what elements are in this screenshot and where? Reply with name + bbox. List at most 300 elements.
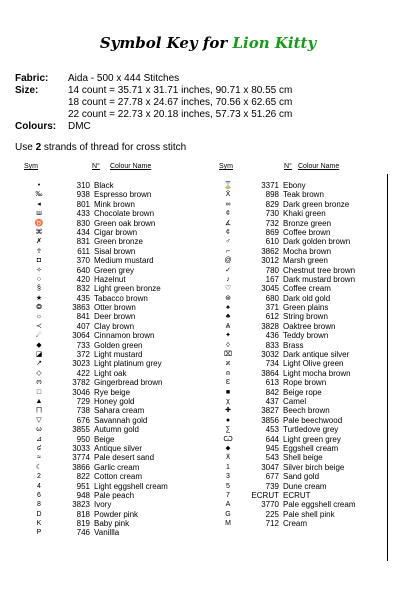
- dmc-number: 842: [265, 387, 279, 397]
- colour-name: Otter brown: [94, 303, 136, 313]
- key-row: [30, 472, 168, 481]
- key-row: [30, 406, 168, 415]
- size-label: Size:: [15, 85, 39, 96]
- dmc-number: 732: [265, 218, 279, 228]
- key-row: [219, 181, 355, 190]
- size-18: 18 count = 27.78 x 24.67 inches, 70.56 x 62.65 cm: [68, 97, 293, 108]
- key-row: [219, 435, 355, 444]
- right-divider: [387, 174, 388, 561]
- dmc-number: 3012: [261, 256, 279, 266]
- key-row: [219, 331, 355, 340]
- colour-name: Sahara cream: [94, 406, 145, 416]
- colour-name: Teddy brown: [283, 331, 329, 341]
- symbol-glyph: ◊: [226, 341, 230, 349]
- symbol-glyph: ◘: [36, 257, 42, 265]
- colour-name: Camel: [283, 396, 307, 406]
- symbol-glyph: □: [36, 388, 42, 396]
- key-row: [30, 510, 168, 519]
- key-row: [219, 303, 355, 312]
- colour-name: Pale eggshell cream: [283, 500, 356, 510]
- colour-name: Rye beige: [94, 387, 131, 397]
- dmc-number: 951: [76, 481, 90, 491]
- page-title: [0, 34, 416, 52]
- colour-name: Pale peach: [94, 490, 135, 500]
- symbol-glyph: ∡: [224, 219, 232, 227]
- colour-name: Honey gold: [94, 396, 135, 406]
- symbol-glyph: ▽: [36, 416, 42, 424]
- key-row: [30, 181, 168, 190]
- colour-name: Green oak brown: [94, 218, 156, 228]
- key-row: [219, 200, 355, 209]
- colours-label: Colours:: [15, 121, 57, 132]
- dmc-number: 841: [76, 312, 90, 322]
- colour-name: Cinnamon brown: [94, 331, 155, 341]
- dmc-number: 677: [265, 472, 279, 482]
- key-row: [219, 219, 355, 228]
- colour-name: Rope brown: [283, 378, 327, 388]
- colour-name: Pale desert sand: [94, 453, 155, 463]
- colour-name: Light green bronze: [94, 284, 161, 294]
- key-row: [30, 331, 168, 340]
- symbol-table-left: [30, 181, 168, 538]
- dmc-number: 729: [76, 396, 90, 406]
- dmc-number: 832: [76, 284, 90, 294]
- size-22: 22 count = 22.73 x 20.18 inches, 57.73 x 51.26 cm: [68, 109, 293, 120]
- symbol-glyph: ↗: [36, 360, 42, 368]
- dmc-number: 3827: [261, 406, 279, 416]
- dmc-number: 780: [265, 265, 279, 275]
- dmc-number: 371: [265, 303, 279, 313]
- colour-name: Dark golden brown: [283, 237, 351, 247]
- dmc-number: 435: [76, 293, 90, 303]
- symbol-glyph: ✗: [36, 238, 42, 246]
- symbol-glyph: ■: [225, 388, 231, 396]
- key-row: [30, 528, 168, 537]
- symbol-glyph: ш: [36, 210, 42, 218]
- key-row: [30, 247, 168, 256]
- colour-name: Dark old gold: [283, 293, 331, 303]
- colour-name: Cigar brown: [94, 227, 138, 237]
- key-row: [30, 294, 168, 303]
- key-row: [219, 472, 355, 481]
- key-row: [30, 378, 168, 387]
- colour-name: Vanillla: [94, 528, 120, 538]
- colour-name: Marsh green: [283, 256, 328, 266]
- key-row: [30, 444, 168, 453]
- symbol-glyph: ¢: [226, 228, 230, 236]
- colour-name: Brass: [283, 340, 304, 350]
- dmc-number: 3866: [72, 462, 90, 472]
- colour-name: Mocha brown: [283, 246, 332, 256]
- colour-name: Medium mustard: [94, 256, 154, 266]
- colour-name: Garlic cream: [94, 462, 140, 472]
- key-row: [219, 463, 355, 472]
- colour-name: Chocolate brown: [94, 209, 155, 219]
- colour-name: Eggshell cream: [283, 443, 339, 453]
- header-sym-right: Sym: [219, 163, 233, 170]
- colour-name: Antique silver: [94, 443, 143, 453]
- dmc-number: 3864: [261, 368, 279, 378]
- colour-name: Light platinum grey: [94, 359, 162, 369]
- dmc-number: 3855: [72, 425, 90, 435]
- symbol-glyph: G: [225, 510, 231, 518]
- symbol-table-right: [219, 181, 355, 528]
- symbol-glyph: Ẍ: [225, 191, 231, 199]
- colour-name: Gingerbread brown: [94, 378, 163, 388]
- key-row: [219, 237, 355, 246]
- symbol-glyph: ◆: [36, 341, 42, 349]
- colour-name: Ebony: [283, 181, 306, 190]
- colour-name: Deer brown: [94, 312, 136, 322]
- key-row: [30, 284, 168, 293]
- dmc-number: 3047: [261, 462, 279, 472]
- dmc-number: 869: [265, 227, 279, 237]
- key-row: [219, 453, 355, 462]
- key-row: [30, 341, 168, 350]
- symbol-glyph: 8: [37, 501, 41, 509]
- dmc-number: 950: [76, 434, 90, 444]
- symbol-glyph: ◇: [36, 369, 42, 377]
- colour-name: Shell beige: [283, 453, 323, 463]
- title-pattern-name: Lion Kitty: [232, 34, 317, 52]
- symbol-glyph: 5: [226, 482, 230, 490]
- key-row: [219, 416, 355, 425]
- dmc-number: 310: [76, 181, 90, 190]
- dmc-number: 167: [265, 274, 279, 284]
- symbol-glyph: ♪: [226, 275, 230, 283]
- dmc-number: 434: [76, 227, 90, 237]
- dmc-number: 370: [76, 256, 90, 266]
- key-row: [219, 190, 355, 199]
- symbol-glyph: ♂: [225, 238, 231, 246]
- colour-name: Hazelnut: [94, 274, 126, 284]
- symbol-glyph: ≺: [36, 322, 42, 330]
- dmc-number: 3033: [72, 443, 90, 453]
- key-row: [219, 406, 355, 415]
- symbol-glyph: ♠: [226, 304, 230, 312]
- colour-name: Light oak: [94, 368, 127, 378]
- colour-name: Teak brown: [283, 190, 324, 200]
- symbol-glyph: D: [36, 510, 42, 518]
- colour-name: Espresso brown: [94, 190, 152, 200]
- dmc-number: 3828: [261, 321, 279, 331]
- symbol-glyph: 3: [226, 473, 230, 481]
- colour-name: Clay brown: [94, 321, 135, 331]
- dmc-number: 948: [76, 490, 90, 500]
- symbol-glyph: ω: [36, 426, 42, 434]
- symbol-glyph: ♣: [225, 313, 231, 321]
- dmc-number: 225: [265, 509, 279, 519]
- key-row: [30, 453, 168, 462]
- colour-name: Khaki green: [283, 209, 326, 219]
- symbol-glyph: ✦: [225, 332, 231, 340]
- colour-name: Coffee cream: [283, 284, 331, 294]
- colour-name: String brown: [283, 312, 328, 322]
- dmc-number: 3371: [261, 181, 279, 190]
- symbol-glyph: §: [37, 285, 41, 293]
- colour-name: Pale shell pink: [283, 509, 335, 519]
- symbol-glyph: K: [36, 520, 42, 528]
- symbol-glyph: ⊿: [36, 435, 42, 443]
- dmc-number: 453: [265, 425, 279, 435]
- symbol-glyph: ʛ: [37, 444, 41, 452]
- key-row: [219, 275, 355, 284]
- symbol-glyph: Ѡ: [223, 435, 233, 443]
- symbol-glyph: ⬥: [225, 444, 231, 452]
- colour-name: Bronze green: [283, 218, 332, 228]
- key-row: [219, 519, 355, 528]
- key-row: [219, 425, 355, 434]
- dmc-number: 822: [76, 472, 90, 482]
- dmc-number: 407: [76, 321, 90, 331]
- key-row: [30, 266, 168, 275]
- dmc-number: 612: [265, 312, 279, 322]
- colour-name: Golden green: [94, 340, 143, 350]
- key-row: [30, 350, 168, 359]
- dmc-number: 3023: [72, 359, 90, 369]
- size-14: 14 count = 35.71 x 31.71 inches, 90.71 x 80.55 cm: [68, 85, 293, 96]
- dmc-number: 3856: [261, 415, 279, 425]
- dmc-number: 3774: [72, 453, 90, 463]
- dmc-number: 819: [76, 519, 90, 529]
- dmc-number: 831: [76, 237, 90, 247]
- symbol-glyph: ♡: [224, 285, 232, 293]
- symbol-glyph: P: [36, 529, 42, 537]
- symbol-glyph: ⍝: [225, 369, 231, 377]
- key-row: [219, 284, 355, 293]
- symbol-glyph: ✓: [225, 266, 231, 274]
- symbol-glyph: 2: [37, 473, 41, 481]
- symbol-glyph: •: [37, 182, 41, 189]
- colour-name: Sand gold: [283, 472, 320, 482]
- colour-name: Autumn gold: [94, 425, 139, 435]
- symbol-glyph: ♉: [34, 219, 44, 227]
- dmc-number: 680: [265, 293, 279, 303]
- dmc-number: 818: [76, 509, 90, 519]
- key-row: [219, 369, 355, 378]
- symbol-glyph: χ: [226, 397, 230, 405]
- key-row: [30, 312, 168, 321]
- colour-name: Silver birch beige: [283, 462, 345, 472]
- symbol-glyph: ☄: [35, 332, 43, 340]
- dmc-number: 830: [76, 218, 90, 228]
- key-row: [219, 256, 355, 265]
- dmc-number: 433: [76, 209, 90, 219]
- pattern-info: [15, 73, 292, 133]
- key-row: [30, 519, 168, 528]
- dmc-number: 610: [265, 237, 279, 247]
- dmc-number: 898: [265, 190, 279, 200]
- symbol-glyph: ⌐: [225, 247, 231, 255]
- colour-name: Pale beechwood: [283, 415, 343, 425]
- symbol-glyph: ☼: [35, 313, 43, 321]
- colour-name: Dark green bronze: [283, 199, 350, 209]
- symbol-glyph: ☥: [36, 247, 42, 255]
- colour-name: Light Olive green: [283, 359, 344, 369]
- dmc-number: 372: [76, 350, 90, 360]
- key-row: [219, 444, 355, 453]
- symbol-glyph: ✚: [225, 407, 231, 415]
- key-row: [30, 190, 168, 199]
- colour-name: Beige: [94, 434, 115, 444]
- header-no-left: N°: [92, 163, 100, 170]
- colour-name: Beech brown: [283, 406, 330, 416]
- key-row: [219, 491, 355, 500]
- dmc-number: 733: [76, 340, 90, 350]
- key-row: [219, 397, 355, 406]
- colour-name: Baby pink: [94, 519, 130, 529]
- colour-name: Cotton cream: [94, 472, 143, 482]
- colour-name: Green grey: [94, 265, 135, 275]
- dmc-number: 3770: [261, 500, 279, 510]
- symbol-glyph: M: [225, 520, 231, 528]
- fabric-value: Aida - 500 x 444 Stitches: [68, 73, 180, 84]
- colour-name: Savannah gold: [94, 415, 148, 425]
- symbol-glyph: ⊛: [225, 294, 231, 302]
- colour-name: Green plains: [283, 303, 329, 313]
- colour-name: Ivory: [94, 500, 112, 510]
- key-row: [219, 322, 355, 331]
- symbol-glyph: ⨅: [36, 407, 42, 415]
- symbol-glyph: ∞: [225, 200, 231, 208]
- colour-name: ECRUT: [283, 490, 311, 500]
- dmc-number: 640: [76, 265, 90, 275]
- strands-instruction: Use 2 strands of thread for cross stitch: [15, 142, 187, 153]
- dmc-number: 829: [265, 199, 279, 209]
- title-prefix: Symbol Key for: [99, 34, 228, 52]
- symbol-glyph: ϰ: [225, 360, 231, 368]
- colour-name: Light green grey: [283, 434, 341, 444]
- dmc-number: 3045: [261, 284, 279, 294]
- strand-count: 2: [35, 142, 42, 153]
- dmc-number: 611: [77, 246, 90, 256]
- dmc-number: 3046: [72, 387, 90, 397]
- key-row: [30, 219, 168, 228]
- colour-name: Cream: [283, 519, 308, 529]
- symbol-glyph: ●: [225, 416, 231, 424]
- symbol-glyph: ⌘: [35, 228, 43, 236]
- colour-name: Green bronze: [94, 237, 143, 247]
- symbol-glyph: ★: [35, 294, 43, 302]
- key-row: [219, 209, 355, 218]
- key-row: [30, 435, 168, 444]
- symbol-glyph: ☾: [35, 463, 43, 471]
- symbol-glyph: 7: [226, 491, 230, 499]
- symbol-glyph: ⌧: [223, 351, 233, 359]
- key-row: [30, 388, 168, 397]
- symbol-glyph: Ɛ: [225, 379, 231, 387]
- symbol-glyph: ⊼: [225, 454, 231, 462]
- key-row: [30, 416, 168, 425]
- symbol-glyph: ⌛: [223, 182, 233, 189]
- key-row: [30, 200, 168, 209]
- key-row: [219, 266, 355, 275]
- symbol-glyph: ▲: [35, 397, 43, 405]
- key-row: [219, 500, 355, 509]
- key-row: [30, 500, 168, 509]
- symbol-glyph: ¢: [226, 210, 230, 218]
- key-row: [30, 322, 168, 331]
- key-row: [30, 275, 168, 284]
- symbol-glyph: Ѧ: [225, 322, 231, 330]
- dmc-number: 437: [265, 396, 279, 406]
- key-row: [219, 350, 355, 359]
- dmc-number: 613: [265, 378, 279, 388]
- dmc-number: 543: [265, 453, 279, 463]
- dmc-number: 3782: [72, 378, 90, 388]
- colour-name: Coffee brown: [283, 227, 331, 237]
- key-row: [30, 237, 168, 246]
- dmc-number: 739: [265, 481, 279, 491]
- colour-name: Light eggshell cream: [94, 481, 168, 491]
- colour-name: Beige rope: [283, 387, 322, 397]
- dmc-number: 730: [265, 209, 279, 219]
- symbol-glyph: @: [224, 257, 232, 265]
- key-row: [30, 482, 168, 491]
- symbol-glyph: ○: [36, 275, 42, 283]
- key-row: [219, 388, 355, 397]
- key-row: [30, 303, 168, 312]
- key-row: [30, 463, 168, 472]
- symbol-glyph: ❂: [36, 304, 42, 312]
- colour-name: Dark antique silver: [283, 350, 350, 360]
- colour-name: Dune cream: [283, 481, 327, 491]
- symbol-glyph: 6: [37, 491, 41, 499]
- dmc-number: 676: [76, 415, 90, 425]
- key-row: [30, 491, 168, 500]
- dmc-number: 3823: [72, 500, 90, 510]
- colour-name: Tabacco brown: [94, 293, 148, 303]
- key-row: [219, 482, 355, 491]
- dmc-number: 945: [265, 443, 279, 453]
- dmc-number: 3863: [72, 303, 90, 313]
- symbol-glyph: ‰: [35, 191, 43, 199]
- symbol-glyph: ✧: [36, 266, 42, 274]
- dmc-number: 833: [265, 340, 279, 350]
- dmc-number: 420: [76, 274, 90, 284]
- dmc-number: 422: [76, 368, 90, 378]
- symbol-glyph: ≈: [37, 454, 41, 462]
- colour-name: Powder pink: [94, 509, 139, 519]
- symbol-glyph: ◂: [37, 200, 41, 208]
- symbol-glyph: ო: [36, 379, 42, 387]
- dmc-number: 938: [76, 190, 90, 200]
- symbol-glyph: 1: [226, 463, 230, 471]
- dmc-number: 644: [265, 434, 279, 444]
- dmc-number: 3064: [72, 331, 90, 341]
- key-row: [219, 510, 355, 519]
- key-row: [219, 228, 355, 237]
- key-row: [219, 341, 355, 350]
- dmc-number: 801: [76, 199, 90, 209]
- symbol-glyph: A: [225, 501, 231, 509]
- dmc-number: 738: [76, 406, 90, 416]
- key-row: [219, 294, 355, 303]
- colours-value: DMC: [68, 121, 91, 132]
- header-name-left: Colour Name: [110, 163, 152, 170]
- colour-name: Light mocha brown: [283, 368, 351, 378]
- key-row: [30, 256, 168, 265]
- dmc-number: 436: [265, 331, 279, 341]
- colour-name: Dark mustard brown: [283, 274, 356, 284]
- key-row: [30, 209, 168, 218]
- colour-name: Sisal brown: [94, 246, 136, 256]
- colour-name: Oaktree brown: [283, 321, 336, 331]
- fabric-label: Fabric:: [15, 73, 49, 84]
- key-row: [219, 378, 355, 387]
- colour-name: Chestnut tree brown: [283, 265, 356, 275]
- header-sym-left: Sym: [24, 163, 38, 170]
